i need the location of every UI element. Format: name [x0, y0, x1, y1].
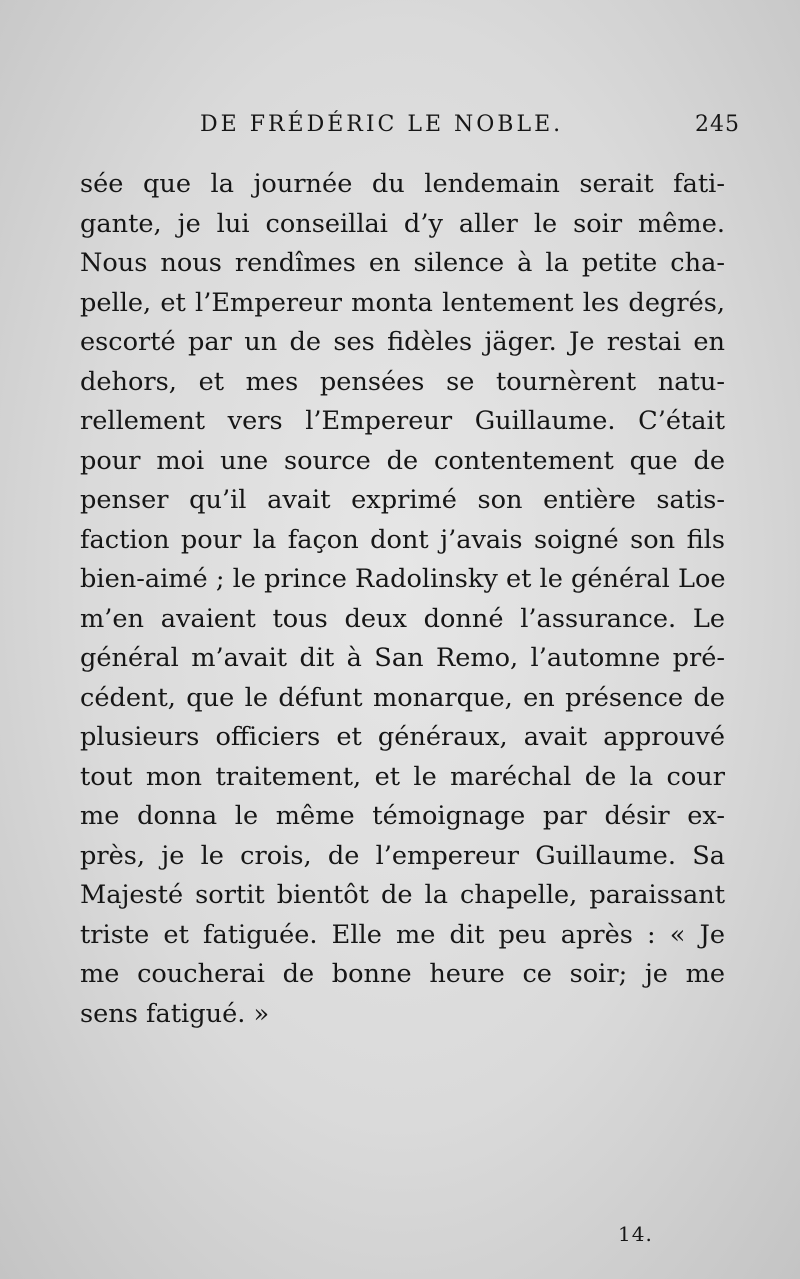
text-line: penser qu’il avait exprimé son entière satis- [80, 485, 725, 515]
signature-mark: 14. [618, 1222, 653, 1246]
text-line: Majesté sortit bientôt de la chapelle, paraissant [80, 880, 725, 910]
text-line: me donna le même témoignage par désir ex- [80, 801, 725, 831]
running-head [200, 112, 740, 148]
text-line: tout mon traitement, et le maréchal de la cour [80, 761, 725, 792]
text-line: plusieurs officiers et généraux, avait approuvé [80, 722, 725, 752]
text-line: cédent, que le défunt monarque, en présence de [80, 682, 725, 713]
text-line: m’en avaient tous deux donné l’assurance. Le [80, 603, 725, 634]
text-line-last: sens fatigué. » [80, 998, 270, 1029]
text-line: général m’avait dit à San Remo, l’automne pré- [80, 643, 725, 673]
running-head-title: DE FRÉDÉRIC LE NOBLE. [200, 112, 564, 137]
text-line: dehors, et mes pensées se tournèrent natu- [80, 366, 725, 397]
text-line: rellement vers l’Empereur Guillaume. C’était [80, 406, 725, 436]
text-line: me coucherai de bonne heure ce soir; je me [80, 959, 725, 989]
text-line: Nous nous rendîmes en silence à la petite cha- [80, 248, 725, 278]
text-line: bien-aimé ; le prince Radolinsky et le général Loe [80, 564, 726, 594]
text-line: pelle, et l’Empereur monta lentement les degrés, [80, 287, 725, 318]
text-line: pour moi une source de contentement que de [80, 445, 725, 476]
text-line: gante, je lui conseillai d’y aller le soir même. [80, 208, 725, 239]
text-line: sée que la journée du lendemain serait fati- [80, 169, 725, 199]
text-line: près, je le crois, de l’empereur Guillaume. Sa [80, 840, 725, 871]
page-number: 245 [695, 112, 740, 137]
text-line: escorté par un de ses fidèles jäger. Je restai en [80, 327, 725, 357]
body-text [80, 165, 725, 1034]
text-line: triste et fatiguée. Elle me dit peu après : « Je [80, 919, 725, 950]
text-line: faction pour la façon dont j’avais soigné son fils [80, 524, 725, 555]
